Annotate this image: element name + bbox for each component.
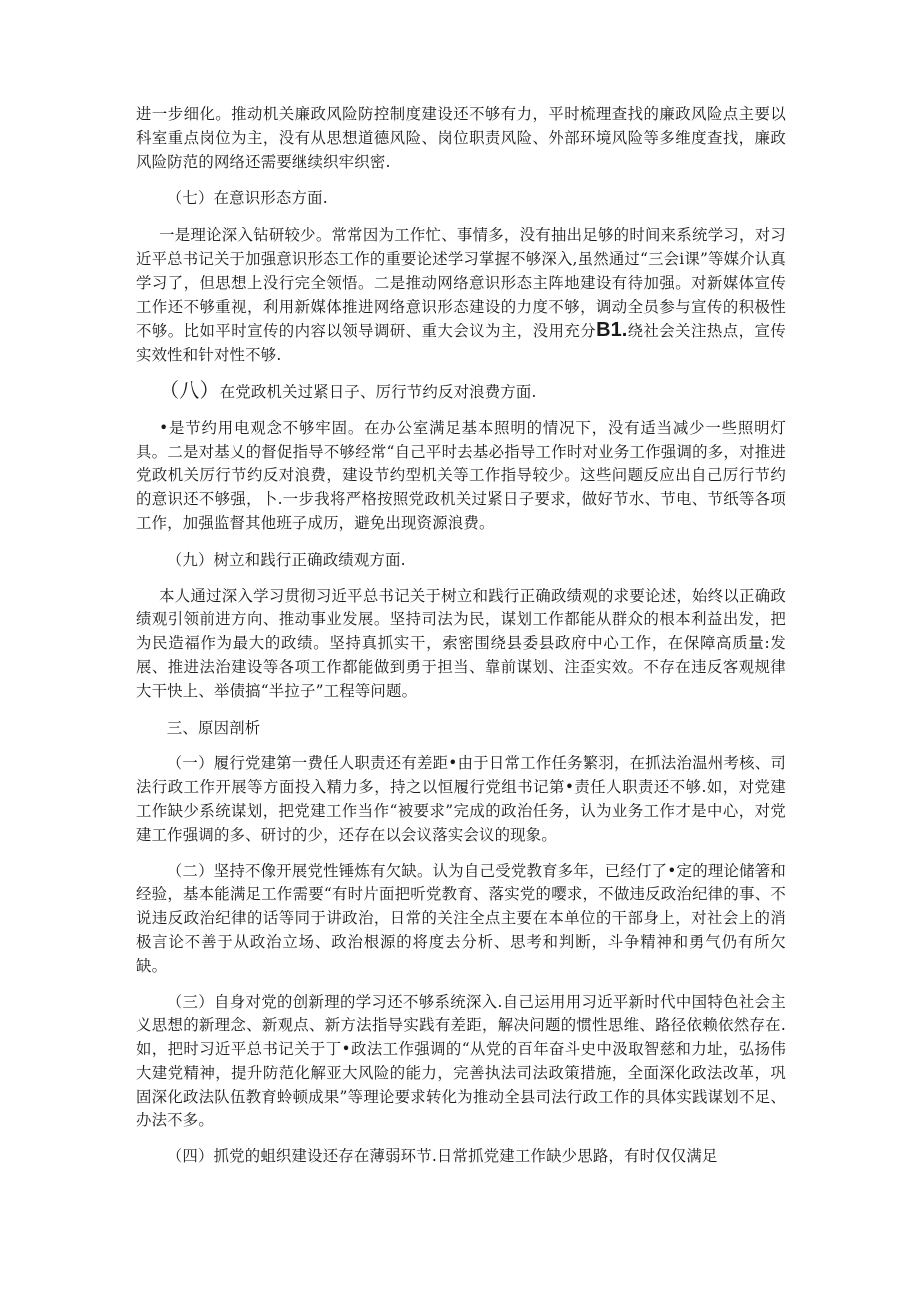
document-body (136, 103, 786, 1169)
heading-frugality-text: 在党政机关过紧日子、厉行节约反对浪费方面. (219, 382, 537, 401)
heading-ideology: （七）在意识形态方面. (166, 189, 328, 208)
paragraph-performance-view: 本人通过深入学习贯彻习近平总书记关于树立和践行正确政绩观的求要论述，始终以正确政绩观引领前进方向、推动事业发展。坚持司法为民，谋划工作都能从群众的根本利益出发，把为民造福作为最大的政绩。坚持真抓实干，索密围绕县委县政府中心工作，在保障高质量:发展、推进法治建设等各项工作都能做到勇于担当、靠前谋划、注歪实效。不存在违反客观规律大干快上、举债搞“半拉子”工程等问题。 (136, 586, 786, 700)
paragraph-cause-4: （四）抓党的蛆织建设还存在薄弱环节.日常抓党建工作缺少思路，有时仅仅满足 (166, 1147, 718, 1166)
heading-performance-view: （九）树立和践行正确政绩观方面. (166, 550, 406, 569)
paragraph-frugality: •是节约用电观念不够牢固。在办公室满足基本照明的情况下，没有适当减少一些照明灯具。二是对基乂的督促指导不够经常“自己平时去基必指导工作时对业务工作强调的多，对推进党政机关厉行节约反对浪费，建设节约型机关等工作指导较少。这些问题反应出自己厉行节约的意识还不够强，卜.一步我将严格按照党政机关过紧日子要求，做好节水、节电、节纸等各项工作，加强监督其他班子成历，避免出现资源浪费。 (136, 418, 786, 532)
section-heading-cause-analysis: 三、原因剖析 (166, 718, 261, 737)
paragraph-ideology-ocr-artifact: B1. (596, 319, 628, 342)
paragraph-risk-prevention: 进一步细化。推动机关廉政风险防控制度建设还不够有力，平时梳理查找的廉政风险点主要以科室重点岗位为主，没有从思想道德风险、岗位职责风险、外部环境风险等多维度查找，廉政风险防范的网络还需要继续织牢织密. (136, 105, 786, 171)
paragraph-cause-3: （三）自身对党的创新理的学习还不够系统深入.自己运用用习近平新时代中国特色社会主义思想的新理念、新观点、新方法指导实践有差距，解决问题的惯性思维、路径依赖依然存在.如，把时习近平总书记关于丁•政法工作强调的“从党的百年奋斗史中汲取智慈和力址，弘扬伟大建党精神，提升防范化解亚大风险的能力，完善执法司法政策措施，全面深化政法改革，巩固深化政法队伍教育蛉顿成果”等理论要求转化为推动全县司法行政工作的具体实践谋划不足、办法不多。 (136, 992, 786, 1130)
paragraph-ideology-text-a: 一是理论深入钻研较少。常常因为工作忙、事情多，没有抽出足够的时间来系统学习，对习近平总书记关于加强意识形态工作的重要论述学习掌握不够深入,虽然通过“三会i课”等媒介认真学习了，但思想上没行完全领悟。二是推动网络意识形态主阵地建设有待加强。对新媒体宣传工作还不够重视，利用新媒体推进网络意识形态建设的力度不够，调动全员参与宣传的积极性不够。比如平时宣传的内容以领导调研、重大会议为主，没用充分 (136, 226, 786, 341)
paragraph-ideology (136, 224, 786, 368)
paragraph-cause-2: （二）坚持不像开展党性锤炼有欠缺。认为自己受党教育多年，已经仃了•定的理论储箸和经验，基本能满足工作需要“有时片面把听党教育、落实党的嘤求，不做违反政治纪律的事、不说违反政治纪律的话等同于讲政治，日常的关注全点主要在本单位的干部身上，对社会上的消极言论不善于从政治立场、政治根源的将度去分析、思考和判断，斗争精神和勇气仍有所欠缺。 (136, 861, 786, 975)
heading-frugality-number: （八） (159, 377, 220, 402)
paragraph-ideology-text-b: 绕社会关注热点，宣传实效性和针对性不够. (136, 322, 786, 365)
heading-frugality (136, 379, 786, 405)
paragraph-cause-1: （一）履行党建第一费任人职责还有差距•由于日常工作任务繁羽，在抓法治温州考核、司法行政工作开展等方面投入精力多，持之以恒履行党组书记第•责任人职责还不够.如，对党建工作缺少系统谋划，把党建工作当作“被要求”完成的政治任务，认为业务工作才是中心，对党建工作强调的多、研讨的少，还存在以会议落实会议的现象。 (136, 754, 786, 844)
